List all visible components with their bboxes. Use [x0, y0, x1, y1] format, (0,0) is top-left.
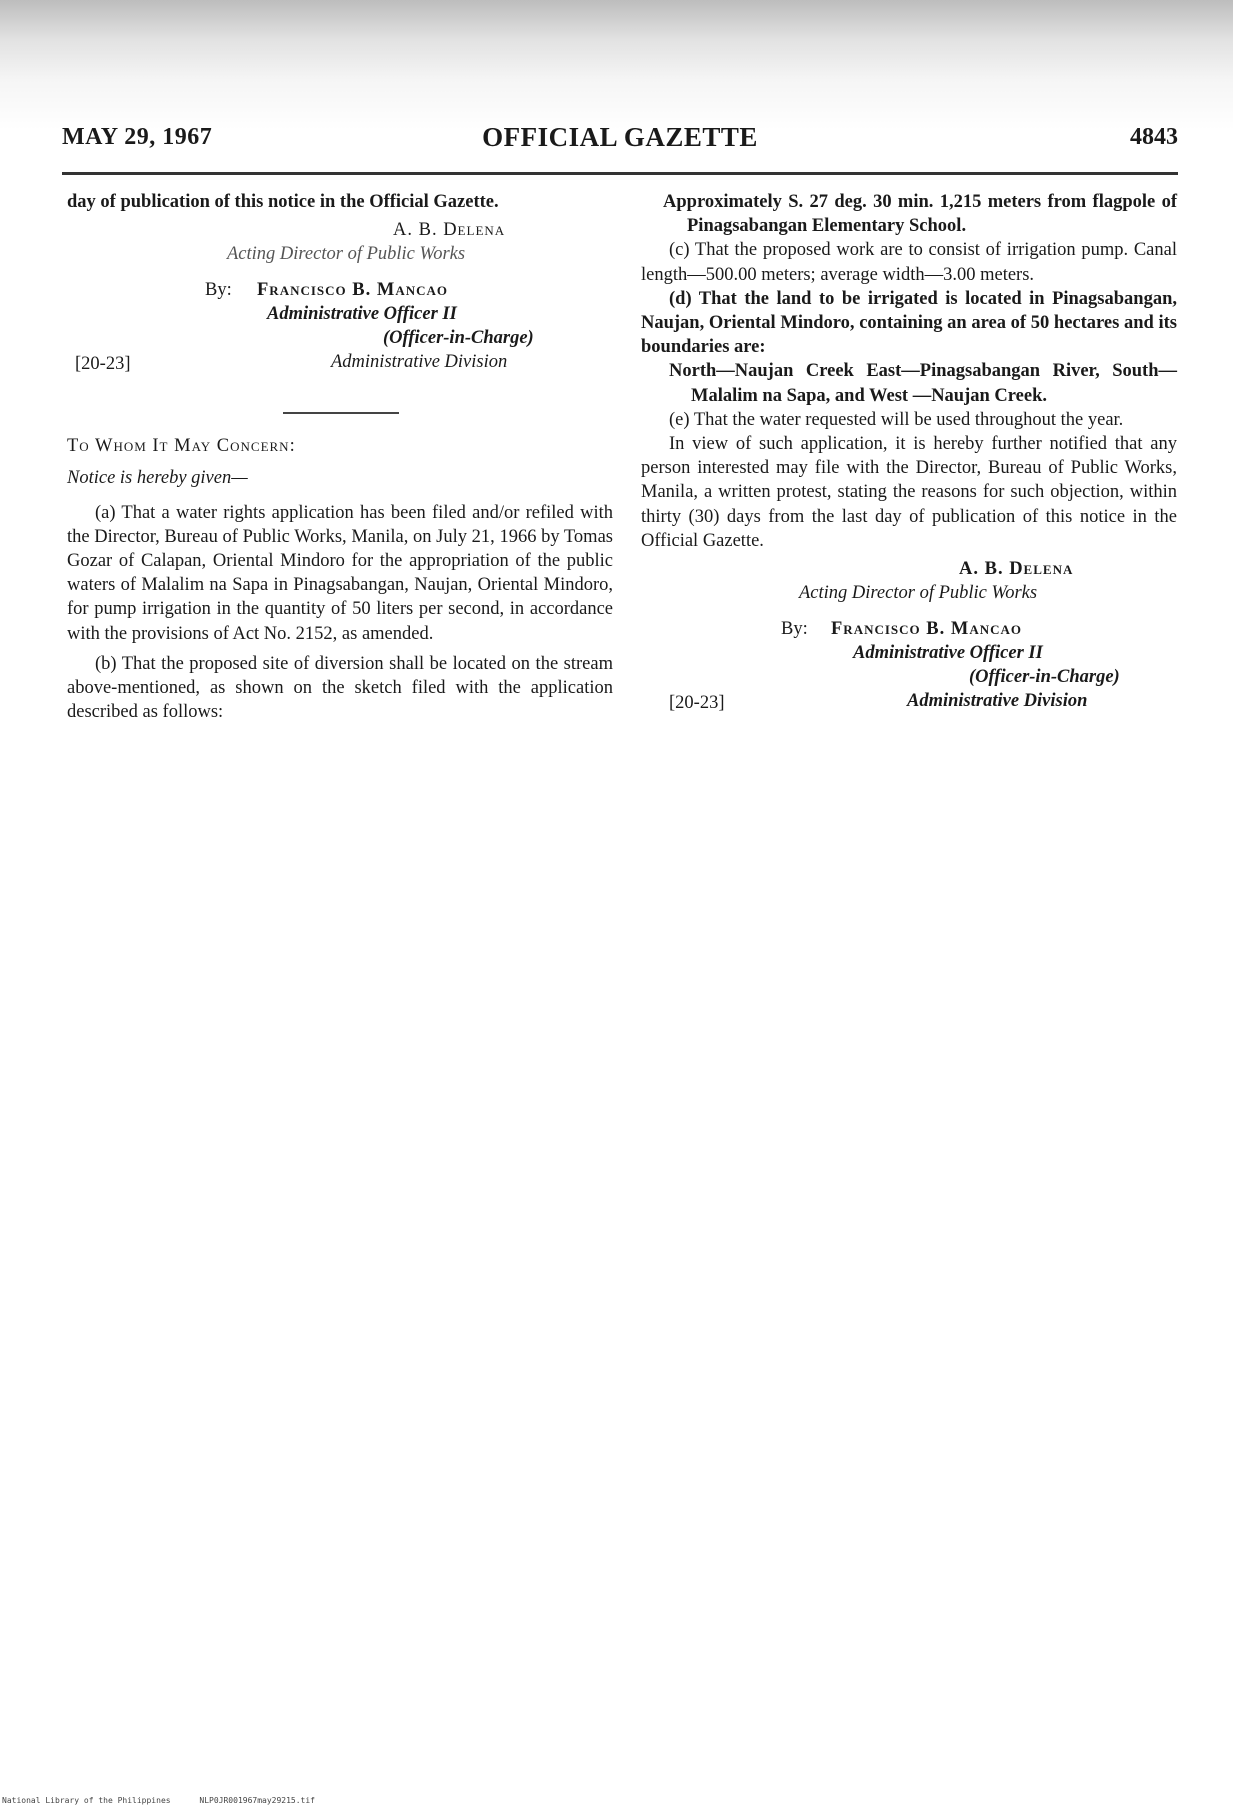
- page-header: [62, 118, 1178, 158]
- issue-reference: [20-23]: [669, 693, 725, 714]
- by-label: By:: [781, 619, 808, 640]
- continued-paragraph: day of publication of this notice in the Official Gazette.: [67, 192, 499, 212]
- by-label: By:: [205, 280, 232, 301]
- officer-title: Administrative Officer II: [267, 304, 457, 325]
- final-paragraph: In view of such application, it is hereby further notified that any person interested may file with the Director, Bureau of Public Works, Manila, a written protest, stating the reasons for such objection, within thirty (30) days from the last day of publication of this notice in the Official Gazette.: [641, 434, 1177, 551]
- right-column: [641, 190, 1177, 723]
- officer-role: (Officer-in-Charge): [969, 667, 1120, 688]
- officer-name: Francisco B. Mancao: [831, 619, 1022, 640]
- left-column: [67, 190, 613, 724]
- division-name: Administrative Division: [331, 352, 508, 373]
- paragraph-a: (a) That a water rights application has been filed and/or refiled with the Director, Bureau of Public Works, Manila, on July 21, 1966 by Tomas Gozar of Calapan, Oriental Mindoro for the appropriation of the public waters of Malalim na Sapa in Pinagsabangan, Naujan, Oriental Mindoro, for pump irrigation in the quantity of 50 liters per second, in accordance with the provisions of Act No. 2152, as amended.: [67, 502, 613, 644]
- signature-block-left: [67, 214, 613, 384]
- officer-role: (Officer-in-Charge): [383, 328, 534, 349]
- signatory-title: Acting Director of Public Works: [227, 244, 466, 265]
- header-date: MAY 29, 1967: [62, 124, 213, 150]
- signatory-name: A. B. Delena: [959, 559, 1074, 580]
- paragraph-c: (c) That the proposed work are to consist of irrigation pump. Canal length—500.00 meters; average width—3.00 meters.: [641, 240, 1177, 285]
- officer-name: Francisco B. Mancao: [257, 280, 448, 301]
- location-description: Approximately S. 27 deg. 30 min. 1,215 meters from flagpole of Pinagsabangan Elementary School.: [663, 192, 1177, 237]
- signatory-name: A. B. Delena: [393, 220, 506, 241]
- salutation: To Whom It May Concern:: [67, 436, 296, 457]
- division-name: Administrative Division: [907, 691, 1088, 712]
- header-rule: [62, 172, 1178, 175]
- paragraph-b: (b) That the proposed site of diversion shall be located on the stream above-mentioned, as shown on the sketch filed with the application described as follows:: [67, 653, 613, 723]
- paragraph-d: (d) That the land to be irrigated is located in Pinagsabangan, Naujan, Oriental Mindoro, containing an area of 50 hectares and its boundaries are:: [641, 288, 1177, 358]
- scan-footer: [2, 1796, 315, 1805]
- signatory-title: Acting Director of Public Works: [799, 583, 1038, 604]
- notice-heading: Notice is hereby given—: [67, 468, 248, 489]
- library-credit: National Library of the Philippines: [2, 1796, 171, 1805]
- page-number: 4843: [1130, 124, 1178, 150]
- section-divider: [283, 412, 399, 414]
- paragraph-e: (e) That the water requested will be used throughout the year.: [669, 409, 1124, 430]
- signature-block-right: [641, 553, 1177, 723]
- scan-filename: NLP0JR001967may29215.tif: [199, 1796, 315, 1805]
- officer-title: Administrative Officer II: [853, 643, 1043, 664]
- issue-reference: [20-23]: [75, 354, 131, 375]
- boundaries: North—Naujan Creek East—Pinagsabangan River, South—Malalim na Sapa, and West —Naujan Creek.: [669, 361, 1177, 406]
- header-title: OFFICIAL GAZETTE: [482, 122, 758, 152]
